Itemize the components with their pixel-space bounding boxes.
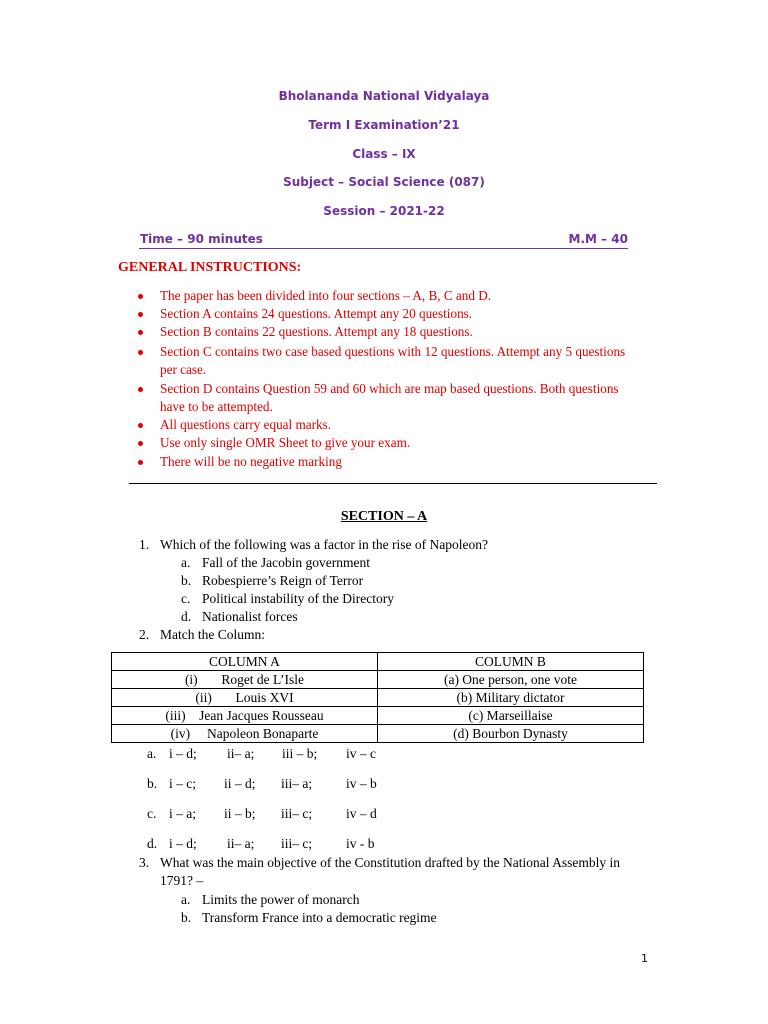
answer-part: iii– a; [281, 776, 313, 791]
instruction-item [160, 453, 630, 471]
question-text: Which of the following was a factor in the rise of Napoleon? [160, 537, 489, 552]
option-label: d. [147, 836, 158, 851]
answer-part: ii– a; [227, 836, 255, 851]
option-text: Fall of the Jacobin government [202, 555, 370, 570]
question-number: 3. [139, 855, 150, 870]
option-label: a. [181, 555, 191, 570]
option-label: a. [181, 892, 191, 907]
option-label: c. [147, 806, 157, 821]
answer-part: i – c; [169, 776, 196, 791]
option-text: Limits the power of monarch [202, 892, 360, 907]
answer-part: iii– c; [281, 806, 313, 821]
divider [129, 483, 657, 484]
question-3 [0, 854, 768, 934]
row-number: (i) [184, 671, 198, 687]
instruction-item [160, 343, 630, 379]
column-a-cell [112, 707, 378, 725]
school-name: Bholananda National Vidyalaya [278, 89, 490, 103]
instruction-text: Section C contains two case based questions with 12 questions. Attempt any 5 questions per case. [160, 344, 626, 377]
bullet-icon [138, 423, 143, 428]
column-b-cell: (c) Marseillaise [378, 707, 644, 725]
option-text: Transform France into a democratic regime [202, 910, 437, 925]
instruction-item [160, 416, 630, 434]
option-label: b. [147, 776, 158, 791]
instruction-item [160, 305, 630, 323]
answer-option [0, 746, 768, 764]
bullet-icon [138, 460, 143, 465]
table-row [112, 671, 644, 689]
match-table [111, 652, 644, 743]
answer-part: ii – d; [224, 776, 256, 791]
instructions-title: GENERAL INSTRUCTIONS: [118, 260, 302, 275]
table-row [112, 725, 644, 743]
bullet-icon [138, 330, 143, 335]
class-label: Class – IX [352, 147, 416, 161]
answer-part: iii– c; [281, 836, 313, 851]
option-label: c. [181, 591, 191, 606]
option-text: Political instability of the Directory [202, 591, 394, 606]
instruction-item [160, 287, 630, 305]
answer-part: ii – b; [224, 806, 256, 821]
column-a-cell [112, 725, 378, 743]
question-1 [0, 536, 768, 626]
row-number: (iii) [165, 707, 186, 723]
column-b-header: COLUMN B [378, 653, 644, 671]
answer-option [0, 806, 768, 824]
instruction-text: Section B contains 22 questions. Attempt any 18 questions. [160, 324, 473, 339]
column-b-cell: (b) Military dictator [378, 689, 644, 707]
question-number: 1. [139, 537, 150, 552]
session-label: Session – 2021-22 [323, 204, 445, 218]
option-label: b. [181, 910, 192, 925]
answer-part: iv – c [346, 746, 376, 761]
bullet-icon [138, 312, 143, 317]
row-number: (iv) [170, 725, 191, 741]
option-label: b. [181, 573, 192, 588]
column-a-cell [112, 671, 378, 689]
column-a-cell [112, 689, 378, 707]
table-row [112, 707, 644, 725]
column-a-text: Napoleon Bonaparte [207, 725, 319, 741]
instruction-text: All questions carry equal marks. [160, 417, 332, 432]
row-number: (ii) [195, 689, 212, 705]
answer-part: iii – b; [282, 746, 318, 761]
answer-part: iv - b [346, 836, 375, 851]
column-a-text: Roget de L’Isle [221, 671, 305, 687]
option-text: Nationalist forces [202, 609, 298, 624]
instruction-text: The paper has been divided into four sections – A, B, C and D. [160, 288, 492, 303]
bullet-icon [138, 441, 143, 446]
page-number: 1 [641, 952, 648, 965]
max-marks-label: M.M – 40 [568, 232, 628, 246]
answer-option [0, 836, 768, 854]
subject-label: Subject – Social Science (087) [283, 175, 485, 189]
table-header-row [112, 653, 644, 671]
instruction-item [160, 434, 630, 452]
table-row [112, 689, 644, 707]
answer-option [0, 776, 768, 794]
question-text: What was the main objective of the Constitution drafted by the National Assembly in 1791? – [160, 855, 621, 888]
section-title: SECTION – A [340, 509, 428, 524]
column-a-header: COLUMN A [112, 653, 378, 671]
question-number: 2. [139, 627, 150, 642]
instruction-item [160, 323, 630, 341]
instruction-text: Section D contains Question 59 and 60 which are map based questions. Both questions have to be attempted. [160, 381, 619, 414]
answer-part: i – d; [169, 836, 197, 851]
answer-part: i – d; [169, 746, 197, 761]
column-a-text: Louis XVI [235, 689, 294, 705]
exam-title: Term I Examination’21 [308, 118, 460, 132]
column-b-cell: (a) One person, one vote [378, 671, 644, 689]
question-2 [0, 626, 768, 646]
bullet-icon [138, 350, 143, 355]
time-marks-row [139, 232, 628, 249]
instruction-item [160, 380, 630, 416]
answer-part: ii– a; [227, 746, 255, 761]
answer-part: i – a; [169, 806, 196, 821]
answer-part: iv – b [346, 776, 377, 791]
instruction-text: Use only single OMR Sheet to give your exam. [160, 435, 411, 450]
instruction-text: Section A contains 24 questions. Attempt any 20 questions. [160, 306, 473, 321]
answer-part: iv – d [346, 806, 377, 821]
option-text: Robespierre’s Reign of Terror [202, 573, 364, 588]
instruction-text: There will be no negative marking [160, 454, 342, 469]
column-b-cell: (d) Bourbon Dynasty [378, 725, 644, 743]
bullet-icon [138, 387, 143, 392]
time-label: Time – 90 minutes [140, 232, 263, 246]
option-label: d. [181, 609, 192, 624]
question-text: Match the Column: [160, 627, 265, 642]
option-label: a. [147, 746, 157, 761]
bullet-icon [138, 294, 143, 299]
column-a-text: Jean Jacques Rousseau [199, 707, 324, 723]
